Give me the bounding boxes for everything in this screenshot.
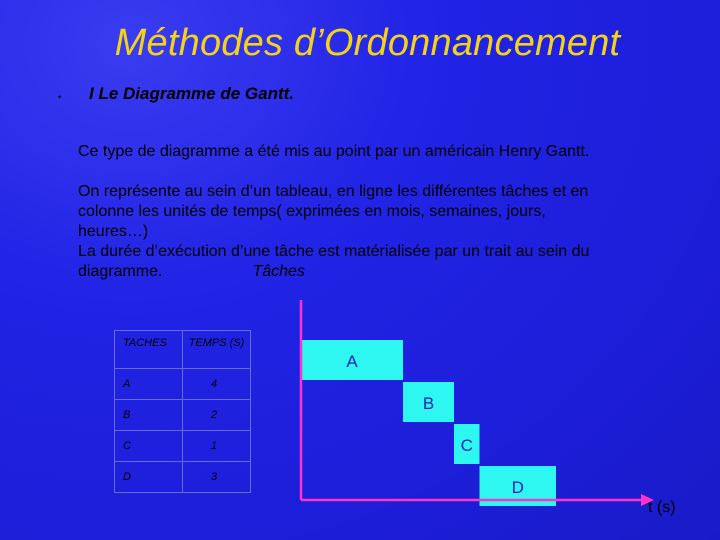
table-cell-task: C <box>115 431 183 462</box>
slide-title: Méthodes d’Ordonnancement <box>114 22 621 64</box>
intro-paragraph: Ce type de diagramme a été mis au point par un américain Henry Gantt. <box>78 143 590 160</box>
gantt-bar-label: C <box>460 436 473 455</box>
description-line: diagramme. <box>78 263 163 280</box>
table-cell-task: B <box>115 400 183 431</box>
description-line: heures…) <box>78 223 149 240</box>
table-cell-time: 4 <box>183 369 251 400</box>
table-cell-time: 1 <box>183 431 251 462</box>
gantt-bar-label: A <box>346 352 358 371</box>
table-cell-task: A <box>115 369 183 400</box>
table-header-cell: TEMPS (S) <box>183 331 251 369</box>
table-cell-time: 2 <box>183 400 251 431</box>
description-line: On représente au sein d’un tableau, en ligne les différentes tâches et en <box>78 183 589 200</box>
description-line: colonne les unités de temps( exprimées en mois, semaines, jours, <box>78 203 546 220</box>
gantt-bar-label: B <box>422 394 435 413</box>
x-axis-label: t (s) <box>648 499 676 516</box>
section-subtitle: I Le Diagramme de Gantt. <box>89 84 294 103</box>
bullet-icon: • <box>58 92 62 102</box>
table-cell-time: 3 <box>183 462 251 493</box>
table-cell-task: D <box>115 462 183 493</box>
table-header-cell: TACHES <box>115 331 183 369</box>
gantt-bar-label: D <box>511 478 524 497</box>
description-line: La durée d’exécution d’une tâche est matérialisée par un trait au sein du <box>78 243 590 260</box>
taches-axis-label: Tâches <box>252 263 305 280</box>
